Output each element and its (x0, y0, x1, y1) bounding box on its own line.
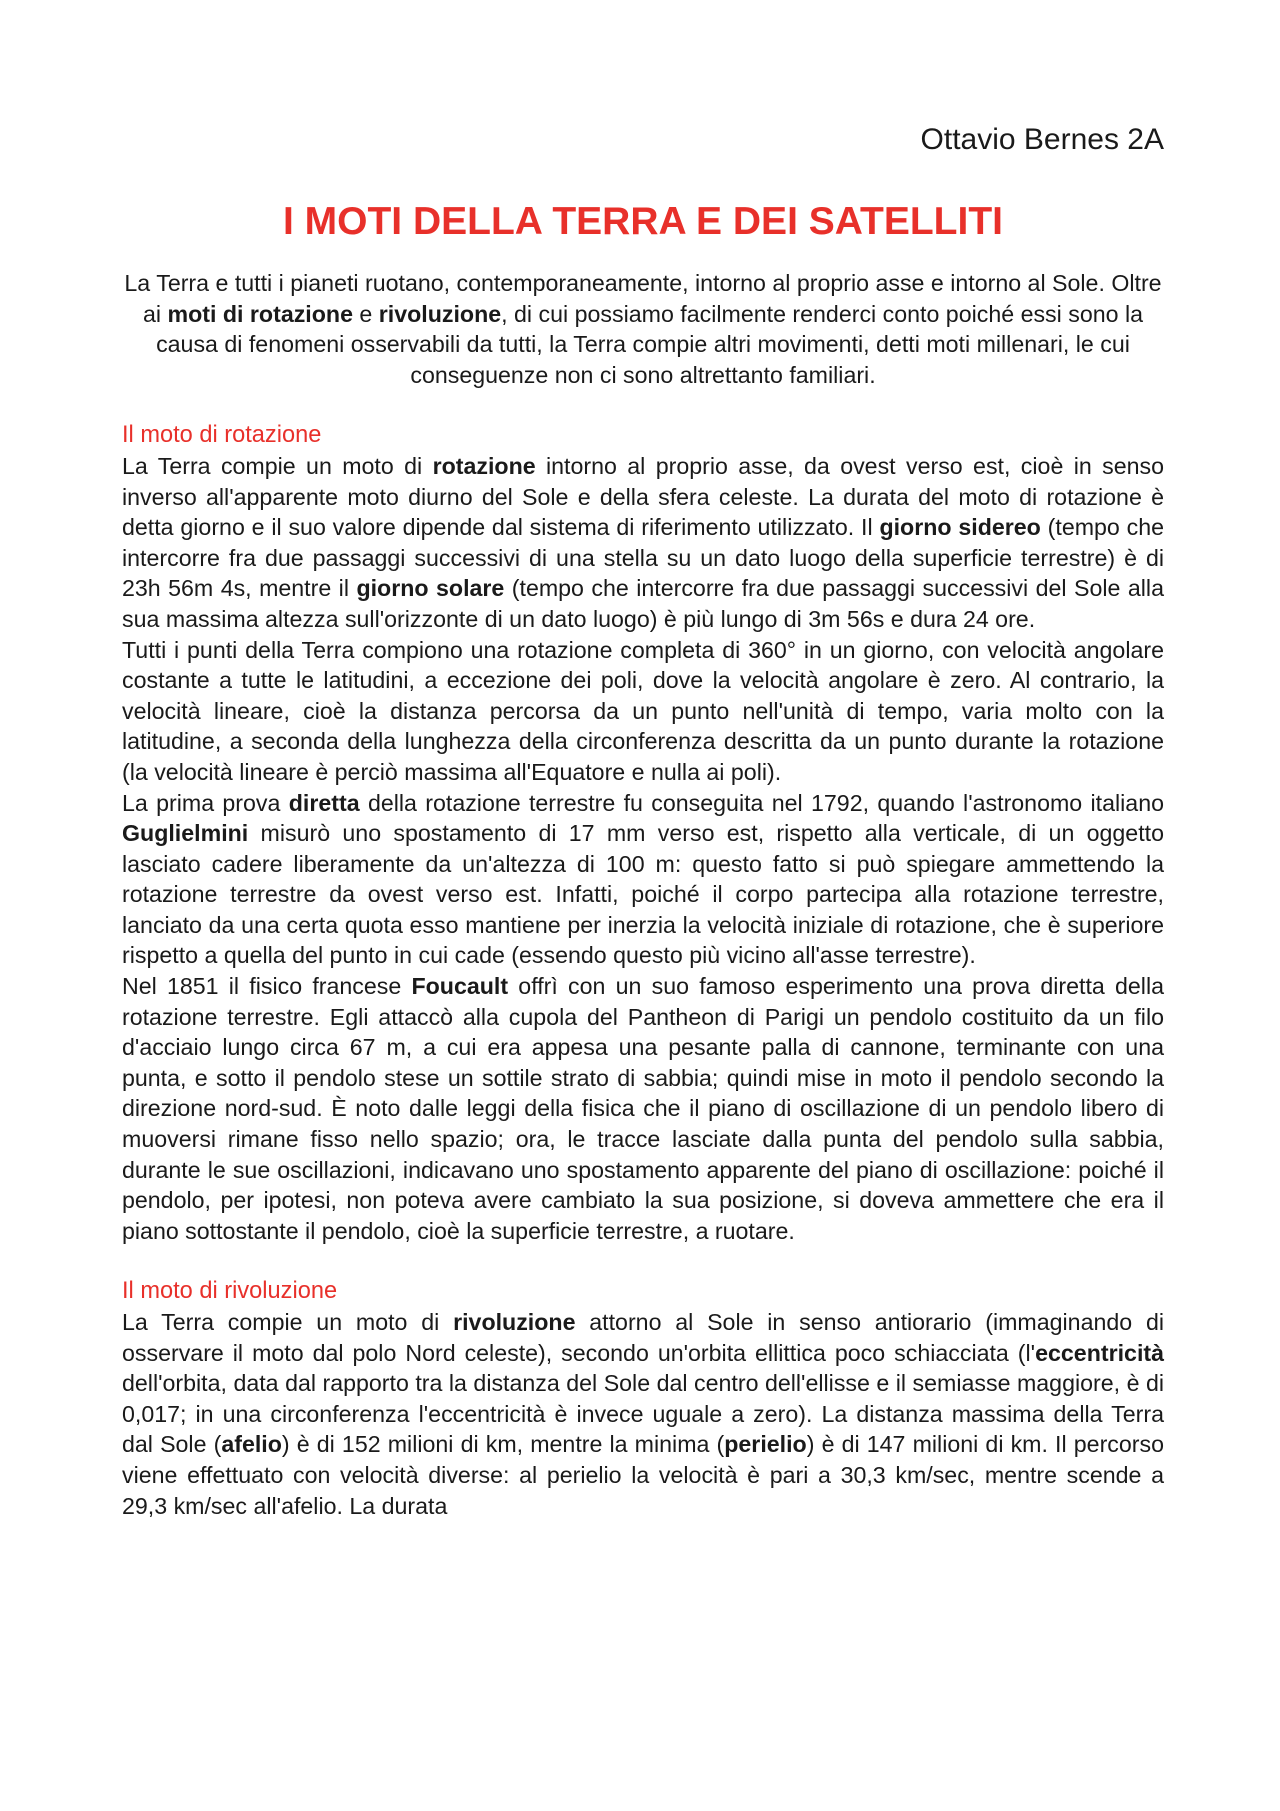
paragraph-text: della rotazione terrestre fu conseguita nel 1792, quando l'astronomo italiano (359, 789, 1164, 816)
intro-bold-rotation: moti di rotazione (167, 300, 353, 327)
paragraph-text: attorno al Sole in senso antiorario (immaginando di osservare il moto dal polo Nord celeste), secondo un'orbita ellittica poco schiacciata (l' (122, 1309, 1164, 1366)
intro-bold-revolution: rivoluzione (378, 300, 502, 327)
paragraph-text: dell'orbita, data dal rapporto tra la distanza del Sole dal centro dell'ellisse e il semiasse maggiore, è di 0,017; in una circonferenza l'eccentricità è invece uguale a zero). La distanza massima della Terra dal Sole ( (122, 1370, 1164, 1458)
paragraph-text: (tempo che intercorre fra due passaggi successivi di una stella su un dato luogo della superficie terrestre) è di 23h 56m 4s, mentre il (122, 514, 1165, 602)
bold-term: diretta (288, 789, 360, 816)
rotation-paragraph-4 (122, 971, 1164, 1246)
paragraph-text: La Terra compie un moto di (122, 452, 433, 479)
bold-term: giorno sidereo (879, 514, 1041, 541)
intro-text: e (352, 300, 379, 327)
intro-text: La Terra e tutti i pianeti ruotano, contemporaneamente, intorno al proprio asse e intorno al Sole. Oltre ai (124, 270, 1162, 327)
bold-term: eccentricità (1035, 1339, 1164, 1366)
paragraph-text: misurò uno spostamento di 17 mm verso est, rispetto alla verticale, di un oggetto lasciato cadere liberamente da un'altezza di 100 m: questo fatto si può spiegare ammettendo la rotazione terrestre da ovest verso est. Infatti, poiché il corpo partecipa alla rotazione terrestre, lanciato da una certa quota esso mantiene per inerzia la velocità iniziale di rotazione, che è superiore rispetto a quella del punto in cui cade (essendo questo più vicino all'asse terrestre). (122, 820, 1164, 969)
paragraph-text: La prima prova (122, 789, 289, 816)
paragraph-text: Nel 1851 il fisico francese (122, 973, 412, 1000)
author-line: Ottavio Bernes 2A (920, 123, 1164, 156)
paragraph-text: ) è di 147 milioni di km. Il percorso viene effettuato con velocità diverse: al perielio la velocità è pari a 30,3 km/sec, mentre scende a 29,3 km/sec all'afelio. La durata (122, 1431, 1164, 1519)
intro-text: , di cui possiamo facilmente renderci conto poiché essi sono la causa di fenomeni osservabili da tutti, la Terra compie altri movimenti, detti moti millenari, le cui conseguenze non ci sono altrettanto familiari. (156, 300, 1144, 388)
paragraph-text: La Terra compie un moto di (122, 1309, 454, 1335)
bold-term: Foucault (411, 973, 509, 1000)
bold-term: giorno solare (356, 575, 505, 602)
paragraph-text: offrì con un suo famoso esperimento una prova diretta della rotazione terrestre. Egli attaccò alla cupola del Pantheon di Parigi un pendolo costituito da un filo d'acciaio lungo circa 67 m, a cui era appesa una pesante palla di cannone, terminante con una punta, e sotto il pendolo stese un sottile strato di sabbia; quindi mise in moto il pendolo secondo la direzione nord-sud. È noto dalle leggi della fisica che il piano di oscillazione di un pendolo libero di muoversi rimane fisso nello spazio; ora, le tracce lasciate dalla punta del pendolo sulla sabbia, durante le sue oscillazioni, indicavano uno spostamento apparente del piano di oscillazione: poiché il pendolo, per ipotesi, non poteva avere cambiato la sua posizione, si doveva ammettere che era il piano sottostante il pendolo, cioè la superficie terrestre, a ruotare. (122, 973, 1164, 1244)
paragraph-text: intorno al proprio asse, da ovest verso est, cioè in senso inverso all'apparente moto diurno del Sole e della sfera celeste. La durata del moto di rotazione è detta giorno e il suo valore dipende dal sistema di riferimento utilizzato. Il (122, 452, 1164, 541)
rotation-paragraph-3 (122, 788, 1164, 972)
document-page (122, 120, 1164, 1521)
rotation-paragraph-2: Tutti i punti della Terra compiono una rotazione completa di 360° in un giorno, con velocità angolare costante a tutte le latitudini, a eccezione dei poli, dove la velocità angolare è zero. Al contrario, la velocità lineare, cioè la distanza percorsa da un punto nell'unità di tempo, varia molto con la latitudine, a seconda della lunghezza della circonferenza descritta da un punto durante la rotazione (la velocità lineare è perciò massima all'Equatore e nulla ai poli). (122, 636, 1164, 785)
bold-term: rivoluzione (453, 1309, 576, 1335)
section-heading-revolution: Il moto di rivoluzione (122, 1278, 338, 1305)
bold-term: afelio (221, 1431, 282, 1458)
rotation-paragraph-1 (122, 451, 1164, 635)
paragraph-text: ) è di 152 milioni di km, mentre la minima ( (281, 1431, 725, 1458)
section-gap (122, 1246, 1164, 1276)
bold-term: perielio (724, 1431, 807, 1458)
revolution-paragraph-1 (122, 1307, 1164, 1521)
document-title: I MOTI DELLA TERRA E DEI SATELLITI (282, 200, 1004, 243)
bold-term: Guglielmini (122, 820, 249, 847)
paragraph-text: (tempo che intercorre fra due passaggi successivi del Sole alla sua massima altezza sull'orizzonte di un dato luogo) è più lungo di 3m 56s e dura 24 ore. (122, 575, 1164, 632)
intro-paragraph (122, 268, 1164, 390)
section-heading-rotation: Il moto di rotazione (122, 422, 322, 449)
bold-term: rotazione (432, 452, 536, 479)
